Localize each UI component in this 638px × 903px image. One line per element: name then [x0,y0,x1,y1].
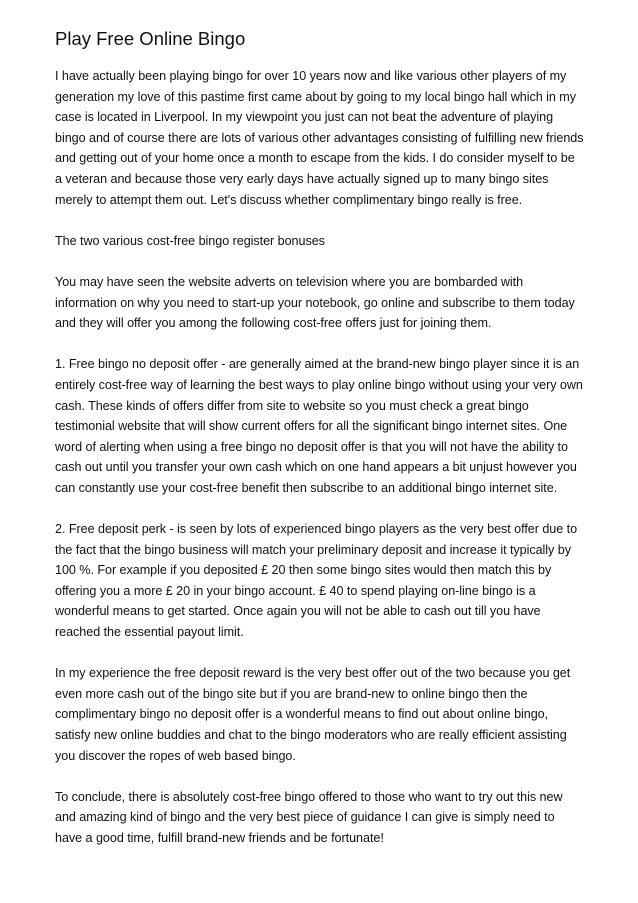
experience-paragraph: In my experience the free deposit reward is the very best offer out of the two because you get even more cash out of the bingo site but if you are brand-new to online bingo then the complimentary bingo no deposit offer is a wonderful means to find out about online bingo, satisfy new online buddies and chat to the bingo moderators who are really efficient assisting you discover the ropes of web based bingo. [55,666,571,763]
deposit-perk-paragraph: 2. Free deposit perk - is seen by lots of experienced bingo players as the very best offer due to the fact that the bingo business will match your preliminary deposit and increase it typically by 100 %. For example if you deposited £ 20 then some bingo sites would then match this by offering you a more £ 20 in your bingo account. £ 40 to spend playing on-line bingo is a wonderful means to get started. Once again you will not be able to cash out till you have reached the essential payout limit. [55,522,578,640]
adverts-paragraph: You may have seen the website adverts on television where you are bombarded with information on why you need to start-up your notebook, go online and subscribe to them today and they will offer you among the following cost-free offers just for joining them. [55,274,575,331]
section-heading-paragraph: The two various cost-free bingo register bonuses [55,233,325,248]
document-page [55,26,585,869]
no-deposit-offer-paragraph: 1. Free bingo no deposit offer - are generally aimed at the brand-new bingo player since it is an entirely cost-free way of learning the best ways to play online bingo without using your very own cash. These kinds of offers differ from site to website so you must check a great bingo testimonial website that will show current offers for all the significant bingo internet sites. One word of alerting when using a free bingo no deposit offer is that you will not have the ability to cash out until you transfer your own cash which on one hand appears a bit unjust however you can constantly use your cost-free benefit then subscribe to an additional bingo internet site. [55,357,583,495]
intro-paragraph: I have actually been playing bingo for over 10 years now and like various other players of my generation my love of this pastime first came about by going to my local bingo hall which in my case is located in Liverpool. In my viewpoint you just can not beat the adventure of playing bingo and of course there are lots of various other advantages consisting of fulfilling new friends and getting out of your home once a month to escape from the kids. I do consider myself to be a veteran and because those very early days have actually signed up to many bingo sites merely to attempt them out. Let's discuss whether complimentary bingo really is free. [55,69,584,207]
conclusion-paragraph: To conclude, there is absolutely cost-free bingo offered to those who want to try out this new and amazing kind of bingo and the very best piece of guidance I can give is simply need to have a good time, fulfill brand-new friends and be fortunate! [55,789,563,845]
document-title: Play Free Online Bingo [55,28,246,49]
